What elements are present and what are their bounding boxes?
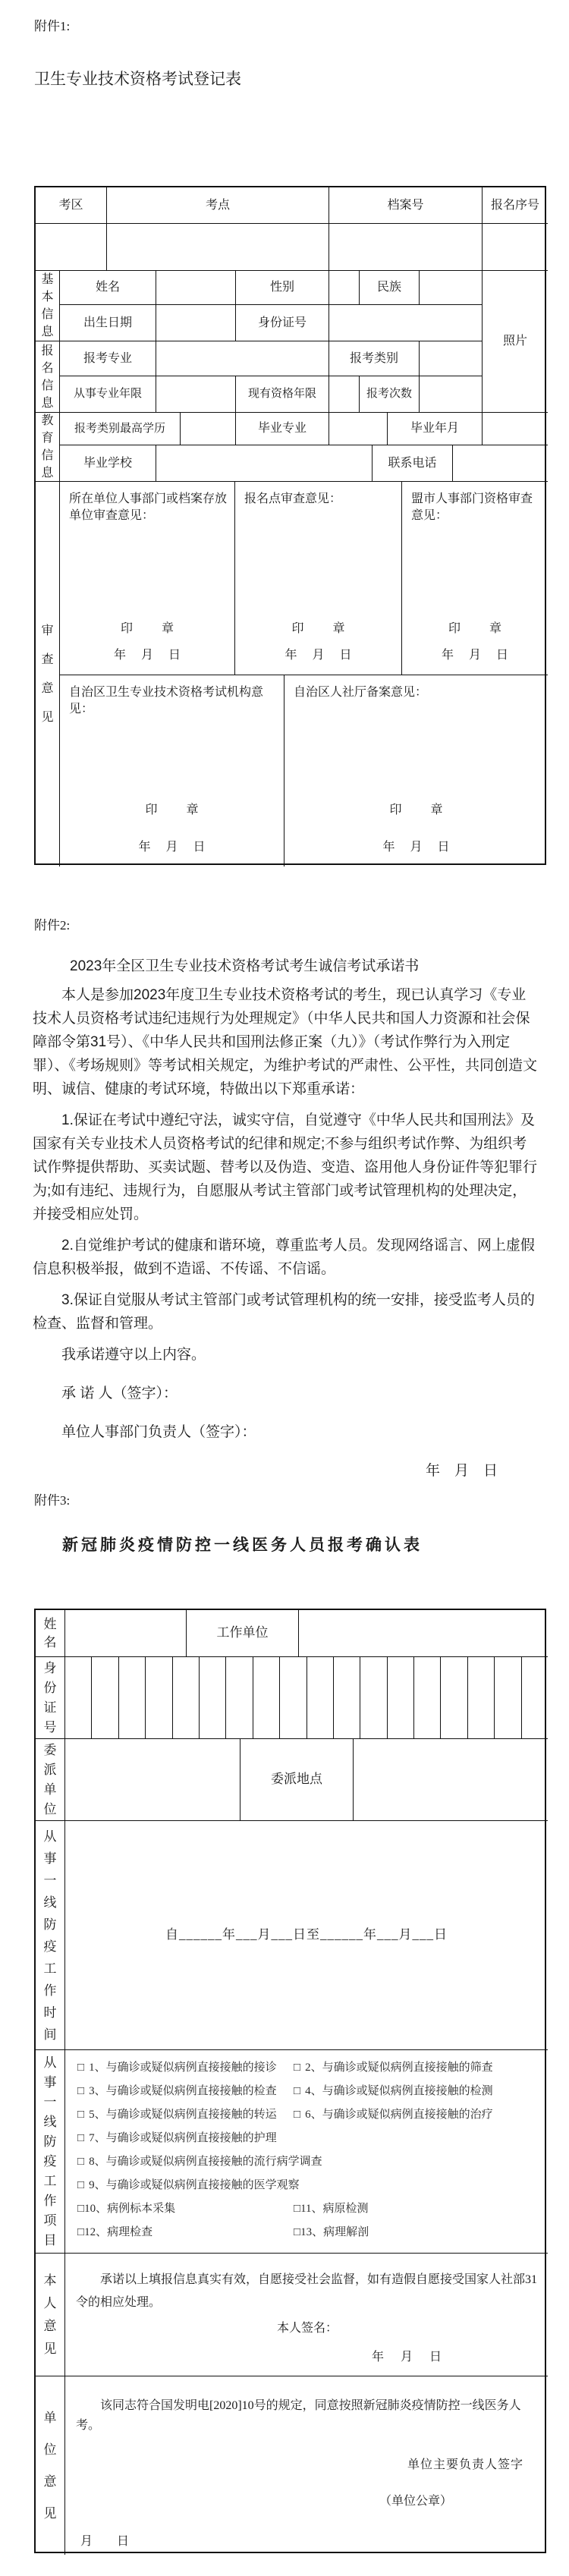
field-ethnicity: 民族 [360,271,420,305]
league-city-hr-opinion-cell [402,482,548,675]
checkbox-line [77,2150,540,2174]
field-school: 毕业学校 [60,445,156,482]
checkbox-icon: □ [77,2132,85,2144]
signer-line: 承 诺 人（签字）： [61,1386,178,1401]
id-digit-cell [388,1657,414,1738]
dispatch-place-value-cell [354,1739,548,1821]
item-text: 10、病例标本采集 [84,2203,176,2215]
attachment2-title: 2023年全区卫生专业技术资格考试考生诚信考试承诺书 [70,958,420,974]
checkbox-icon: □ [77,2109,85,2121]
current-qual-years-value-cell [329,376,360,413]
attempt-count-value-cell [420,376,483,413]
label-work-unit: 工作单位 [187,1610,299,1657]
id-digit-cell [200,1657,226,1738]
date-placeholder: 年 月 日 [138,841,207,854]
checkbox-line [77,2056,540,2080]
label-dispatch-place: 委派地点 [240,1739,354,1821]
checkbox-icon: □ [77,2062,85,2074]
label-frontline-time: 从事一线防疫工作时间 [36,1821,65,2050]
unit-statement-line1: 该同志符合国发明电[2020]10号的规定，同意按照新冠肺炎疫情防控一线医务人 [100,2399,521,2412]
section-basic-info: 基本信息 [36,271,60,341]
photo-box: 照片 [483,271,548,413]
checkbox-line [77,2103,540,2127]
attachment3-label: 附件3: [34,1493,71,1508]
frontline-confirmation-table [34,1609,546,2553]
field-grad-date: 毕业年月 [388,413,483,445]
unit-date-line: 月 日 [80,2535,130,2549]
field-name: 姓名 [60,271,156,305]
header-reg-no: 报名序号 [483,187,548,224]
attachment2-date-line: 年 月 日 [425,1463,498,1479]
id-number-value-cell [329,305,483,341]
attachment2-label: 附件2: [34,918,71,933]
field-grad-major: 毕业专业 [236,413,329,445]
opinion-blank-space [294,701,540,802]
header-region: 考区 [36,187,107,224]
region-exam-org-opinion-cell [60,675,284,867]
ethnicity-value-cell [420,271,483,305]
file-no-value-cell [329,224,483,271]
label-frontline-items: 从事一线防疫工作项目 [36,2050,65,2254]
frontline-time-blank: 自______年___月___日至______年___月___日 [65,1821,548,2050]
checkbox-icon: □ [77,2226,85,2238]
checkbox-line [77,2127,540,2150]
item-text: 13、病理解剖 [300,2226,369,2238]
field-id-number: 身份证号 [236,305,329,341]
field-phone: 联系电话 [373,445,453,482]
region-exam-org-opinion-label: 自治区卫生专业技术资格考试机构意见： [69,686,264,716]
id-digit-cell [119,1657,146,1738]
commitment-paragraph-5: 我承诺遵守以上内容。 [61,1347,206,1363]
item-text: 6、与确诊或疑似病例直接接触的治疗 [305,2109,493,2121]
id-digit-cell [280,1657,307,1738]
commitment-letter-body [33,983,539,1483]
field-apply-major: 报考专业 [60,341,156,376]
region-hr-dept-opinion-cell [284,675,548,867]
gender-value-cell [329,271,360,305]
item-text: 11、病原检测 [300,2203,369,2215]
item-text: 12、病理检查 [84,2226,153,2238]
checkbox-line [77,2174,540,2197]
section-review-opinions: 审查意见 [36,482,60,867]
reg-site-opinion-label: 报名点审查意见： [244,492,342,505]
apply-category-value-cell [420,341,483,376]
checkbox-icon: □ [77,2085,85,2097]
commitment-paragraph-2: 1.保证在考试中遵纪守法，诚实守信，自觉遵守《中华人民共和国刑法》及国家有关专业技术人员资格考试的纪律和规定;不参与组织考试作弊、为组织考试作弊提供帮助、买卖试题、替考以及伪造、变造、盗用他人身份证件等犯罪行为;如有违纪、违规行为，自愿服从考试主管部门或考试管理机构的处理决定，并接受相应处罚。 [33,1112,538,1222]
id-digit-cell [226,1657,253,1738]
region-hr-dept-opinion-label: 自治区人社厅备案意见： [294,686,428,699]
id-digit-cell [92,1657,118,1738]
id-digit-cell [65,1657,92,1738]
self-sign-label: 本人签名： [277,2322,338,2335]
grad-major-value-cell [329,413,388,445]
checkbox-icon: □ [294,2085,301,2097]
grad-date-value-cell [483,413,548,445]
date-placeholder: 年 月 日 [113,649,182,662]
checkbox-icon: □ [77,2179,85,2191]
label-dispatch-unit: 委派单位 [36,1739,65,1821]
league-city-hr-opinion-label: 盟市人事部门资格审查意见： [411,492,533,522]
checkbox-icon: □ [294,2062,301,2074]
self-date-line: 年 月 日 [372,2350,445,2364]
date-placeholder: 年 月 日 [441,649,510,662]
seal-placeholder: 印 章 [448,621,503,635]
commitment-paragraph-4: 3.保证自觉服从考试主管部门或考试管理机构的统一安排，接受监考人员的检查、监督和管理。 [33,1292,535,1332]
apply-major-value-cell [156,341,329,376]
id-digit-cell [253,1657,280,1738]
attachment1-label: 附件1: [34,19,71,33]
item-text: 4、与确诊或疑似病例直接接触的检测 [305,2085,493,2097]
item-text: 5、与确诊或疑似病例直接接触的转运 [89,2109,277,2121]
section-apply-info: 报名信息 [36,341,60,413]
id-digit-cell [522,1657,548,1738]
item-text: 9、与确诊或疑似病例直接接触的医学观察 [89,2179,300,2191]
seal-placeholder: 印 章 [145,803,200,816]
field-birth-date: 出生日期 [60,305,156,341]
date-placeholder: 年 月 日 [382,841,451,854]
field-highest-edu: 报考类别最高学历 [60,413,181,445]
section-edu-info: 教育信息 [36,413,60,482]
id-digit-cell [173,1657,200,1738]
field-attempt-count: 报考次数 [360,376,420,413]
item-text: 1、与确诊或疑似病例直接接触的接诊 [89,2062,277,2074]
site-value-cell [107,224,329,271]
unit-statement-line2: 考。 [76,2419,101,2432]
id-digit-cell [441,1657,467,1738]
phone-value-cell [453,445,548,482]
field-work-years: 从事专业年限 [60,376,156,413]
item-text: 8、与确诊或疑似病例直接接触的流行病学调查 [89,2156,322,2168]
dispatch-unit-value-cell [65,1739,240,1821]
registration-table [34,186,546,865]
header-file-no: 档案号 [329,187,483,224]
birth-date-value-cell [156,305,236,341]
commitment-paragraph-3: 2.自觉维护考试的健康和谐环境，尊重监考人员。发现网络谣言、网上虚假信息积极举报，做到不造谣、不传谣、不信谣。 [33,1238,535,1277]
self-statement: 承诺以上填报信息真实有效，自愿接受社会监督，如有造假自愿接受国家人社部31令的相应处理。 [76,2273,538,2309]
school-value-cell [156,445,373,482]
reg-site-opinion-cell [235,482,402,675]
checkbox-icon: □ [77,2156,85,2168]
label-id-number: 身份证号 [36,1657,65,1739]
opinion-blank-space [244,508,394,621]
seal-placeholder: 印 章 [291,621,347,635]
unit-sign-label: 单位主要负责人签字 [407,2458,523,2471]
opinion-blank-space [69,717,276,802]
work-years-value-cell [156,376,236,413]
id-digit-cell [146,1657,172,1738]
field-gender: 性别 [236,271,329,305]
field-apply-category: 报考类别 [329,341,420,376]
self-opinion-cell [65,2254,548,2376]
id-digit-cell [334,1657,360,1738]
name-value-cell [65,1610,187,1657]
label-unit-opinion: 单位意见 [36,2376,65,2555]
item-text: 2、与确诊或疑似病例直接接触的筛查 [305,2062,493,2074]
id-digit-cell [495,1657,521,1738]
field-current-qual-years: 现有资格年限 [236,376,329,413]
checkbox-line [77,2221,540,2244]
unit-hr-opinion-label: 所在单位人事部门或档案存放单位审查意见： [69,492,228,522]
checkbox-icon: □ [294,2203,301,2215]
frontline-items-cell [65,2050,548,2254]
unit-seal-label: （单位公章） [379,2494,452,2508]
item-text: 7、与确诊或疑似病例直接接触的护理 [89,2132,277,2144]
unit-opinion-cell [65,2376,548,2555]
checkbox-icon: □ [77,2203,85,2215]
attachment3-title: 新冠肺炎疫情防控一线医务人员报考确认表 [62,1536,423,1554]
checkbox-icon: □ [294,2109,301,2121]
highest-edu-value-cell [181,413,236,445]
opinion-blank-space [69,524,227,621]
seal-placeholder: 印 章 [120,621,175,635]
seal-placeholder: 印 章 [389,803,445,816]
opinion-blank-space [411,524,540,621]
name-value-cell [156,271,236,305]
id-digit-cell [414,1657,441,1738]
unit-signer-line: 单位人事部门负责人（签字）： [61,1424,256,1440]
region-value-cell [36,224,107,271]
id-digit-cells [65,1657,548,1739]
id-digit-cell [360,1657,387,1738]
checkbox-icon: □ [294,2226,301,2238]
header-site: 考点 [107,187,329,224]
reg-no-value-cell [483,224,548,271]
date-placeholder: 年 月 日 [284,649,354,662]
work-unit-value-cell [299,1610,548,1657]
id-digit-cell [468,1657,495,1738]
label-self-opinion: 本人意见 [36,2254,65,2376]
checkbox-line [77,2197,540,2221]
id-digit-cell [307,1657,334,1738]
label-name: 姓名 [36,1610,65,1657]
attachment1-title: 卫生专业技术资格考试登记表 [34,71,241,88]
item-text: 3、与确诊或疑似病例直接接触的检查 [89,2085,277,2097]
commitment-paragraph-1: 本人是参加2023年度卫生专业技术资格考试的考生，现已认真学习《专业技术人员资格考试违纪违规行为处理规定》（中华人民共和国人力资源和社会保障部令第31号）、《中华人民共和国刑法修正案（九）》（考试作弊行为入刑定罪）、《考场规则》等考试相关规定，为维护考试的严肃性、公平性，共同创造文明、诚信、健康的考试环境，特做出以下郑重承诺： [33,987,538,1097]
checkbox-line [77,2080,540,2103]
unit-hr-opinion-cell [60,482,235,675]
